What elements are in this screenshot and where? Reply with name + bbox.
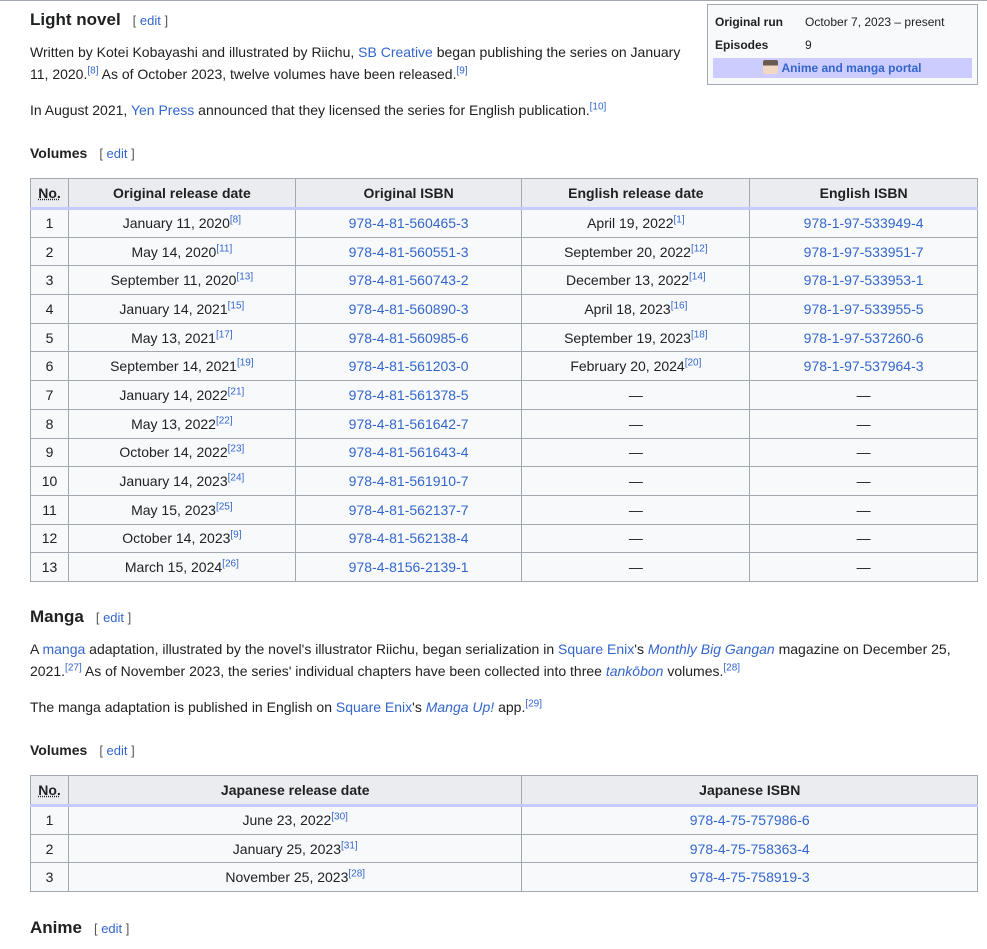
table-header-row bbox=[31, 776, 978, 806]
isbn-link[interactable]: 978-1-97-533953-1 bbox=[803, 272, 924, 289]
volume-number: 7 bbox=[45, 386, 54, 403]
light-novel-volumes-table bbox=[30, 178, 978, 582]
original-isbn-cell bbox=[295, 495, 522, 524]
isbn-link[interactable]: 978-1-97-533955-5 bbox=[803, 300, 924, 317]
edit-section: [ edit ] bbox=[99, 146, 135, 161]
volume-number-cell bbox=[31, 352, 69, 381]
release-date: January 14, 2022 bbox=[119, 386, 228, 403]
volume-number-cell bbox=[31, 524, 69, 553]
column-header-japanese-release-date[interactable]: Japanese release date bbox=[68, 776, 522, 806]
release-date: October 14, 2022 bbox=[119, 444, 228, 461]
isbn-link[interactable]: 978-4-81-561910-7 bbox=[348, 473, 469, 490]
link-sb-creative[interactable]: SB Creative bbox=[358, 44, 433, 60]
english-release-date-cell bbox=[522, 438, 750, 467]
original-isbn-cell bbox=[295, 553, 522, 582]
original-isbn-cell bbox=[295, 209, 522, 238]
volume-number-cell bbox=[31, 381, 69, 410]
volume-number-cell bbox=[31, 495, 69, 524]
english-release-date-cell bbox=[522, 467, 750, 496]
original-isbn-cell bbox=[295, 266, 522, 295]
heading-text: Manga bbox=[30, 607, 84, 626]
original-isbn-cell bbox=[295, 409, 522, 438]
original-release-date-cell bbox=[68, 352, 295, 381]
table-row bbox=[31, 295, 978, 324]
japanese-isbn-cell bbox=[522, 806, 978, 835]
isbn-link[interactable]: 978-4-75-757986-6 bbox=[689, 812, 810, 829]
volume-number-cell bbox=[31, 806, 69, 835]
english-isbn-cell bbox=[750, 553, 978, 582]
table-row bbox=[31, 806, 978, 835]
citation[interactable]: [20] bbox=[684, 357, 702, 369]
release-date: September 14, 2021 bbox=[110, 358, 237, 375]
table-row bbox=[31, 834, 978, 863]
infobox-value: October 7, 2023 – present bbox=[805, 14, 945, 29]
english-release-date-cell bbox=[522, 295, 750, 324]
original-isbn-cell bbox=[295, 323, 522, 352]
english-release-date-cell bbox=[522, 209, 750, 238]
isbn-link[interactable]: 978-4-81-561643-4 bbox=[348, 444, 469, 461]
citation[interactable]: [19] bbox=[236, 357, 254, 369]
text: Written by Kotei Kobayashi and illustrated by Riichu, bbox=[30, 44, 359, 60]
empty-value: — bbox=[856, 559, 871, 576]
english-isbn-cell bbox=[750, 237, 978, 266]
volume-number-cell bbox=[31, 467, 69, 496]
section-heading-anime bbox=[30, 918, 129, 938]
column-header-japanese-isbn[interactable]: Japanese ISBN bbox=[522, 776, 978, 806]
release-date: — bbox=[628, 501, 643, 518]
isbn-link[interactable]: 978-4-81-562138-4 bbox=[348, 530, 469, 547]
volume-number: 10 bbox=[41, 473, 58, 490]
japanese-release-date-cell bbox=[68, 806, 522, 835]
volume-number-cell bbox=[31, 409, 69, 438]
isbn-link[interactable]: 978-1-97-537964-3 bbox=[803, 358, 924, 375]
release-date: — bbox=[628, 444, 643, 461]
volume-number-cell bbox=[31, 863, 69, 892]
citation[interactable]: [1] bbox=[673, 214, 685, 226]
original-release-date-cell bbox=[68, 495, 295, 524]
volume-number: 1 bbox=[45, 812, 54, 829]
release-date: — bbox=[628, 415, 643, 432]
original-release-date-cell bbox=[68, 524, 295, 553]
release-date: September 11, 2020 bbox=[110, 272, 237, 289]
original-isbn-cell bbox=[295, 237, 522, 266]
original-isbn-cell bbox=[295, 438, 522, 467]
text: 's bbox=[634, 641, 648, 657]
heading-text: Anime bbox=[30, 918, 82, 937]
volume-number: 4 bbox=[45, 300, 54, 317]
release-date: April 18, 2023 bbox=[584, 300, 671, 317]
english-release-date-cell bbox=[522, 237, 750, 266]
volume-number: 6 bbox=[45, 358, 54, 375]
citation[interactable]: [23] bbox=[227, 443, 245, 455]
edit-link[interactable]: edit bbox=[103, 610, 125, 625]
manga-volumes-table bbox=[30, 775, 978, 892]
release-date: — bbox=[628, 473, 643, 490]
table-row bbox=[31, 467, 978, 496]
edit-link[interactable]: edit bbox=[101, 921, 123, 936]
citation[interactable]: [11] bbox=[216, 242, 233, 254]
citation[interactable]: [12] bbox=[690, 242, 708, 254]
release-date: January 14, 2021 bbox=[119, 300, 228, 317]
column-header-no[interactable]: No. bbox=[31, 776, 69, 806]
english-isbn-cell bbox=[750, 266, 978, 295]
infobox-value: 9 bbox=[805, 37, 812, 52]
citation[interactable]: [28] bbox=[348, 868, 366, 880]
citation[interactable]: [8] bbox=[229, 214, 241, 226]
english-release-date-cell bbox=[522, 495, 750, 524]
table-row bbox=[31, 209, 978, 238]
section-heading-manga bbox=[30, 607, 131, 627]
citation[interactable]: [30] bbox=[331, 811, 348, 823]
text: magazine on December 25, 2021. bbox=[30, 641, 951, 679]
citation[interactable]: [15] bbox=[227, 300, 245, 312]
release-date: — bbox=[628, 559, 643, 576]
empty-value: — bbox=[856, 473, 871, 490]
original-release-date-cell bbox=[68, 438, 295, 467]
subheading-volumes-manga bbox=[30, 742, 135, 758]
citation[interactable]: [21] bbox=[227, 386, 245, 398]
edit-link[interactable]: edit bbox=[139, 13, 161, 28]
release-date: May 13, 2021 bbox=[131, 329, 216, 346]
volume-number: 5 bbox=[45, 329, 54, 346]
release-date: January 11, 2020 bbox=[122, 215, 230, 232]
volume-number: 12 bbox=[41, 530, 58, 547]
paragraph-light-novel-license bbox=[30, 99, 690, 121]
release-date: — bbox=[628, 530, 643, 547]
release-date: October 14, 2023 bbox=[122, 530, 231, 547]
release-date: March 15, 2024 bbox=[124, 559, 223, 576]
english-isbn-cell bbox=[750, 524, 978, 553]
original-release-date-cell bbox=[68, 553, 295, 582]
japanese-isbn-cell bbox=[522, 863, 978, 892]
volume-number: 1 bbox=[45, 215, 54, 232]
link-square-enix[interactable]: Square Enix bbox=[335, 699, 413, 715]
empty-value: — bbox=[856, 386, 871, 403]
text: adaptation, illustrated by the novel's illustrator Riichu, began serialization in bbox=[85, 641, 558, 657]
edit-link[interactable]: edit bbox=[106, 146, 128, 161]
english-isbn-cell bbox=[750, 381, 978, 410]
text: app. bbox=[494, 699, 526, 715]
release-date: February 20, 2024 bbox=[570, 358, 685, 375]
release-date: May 14, 2020 bbox=[131, 243, 217, 260]
text: announced that they licensed the series for English publication. bbox=[194, 102, 590, 118]
original-release-date-cell bbox=[68, 381, 295, 410]
column-header-original-release-date[interactable]: Original release date bbox=[68, 179, 295, 209]
citation[interactable]: [26] bbox=[222, 558, 239, 570]
citation[interactable]: [27] bbox=[65, 662, 82, 674]
text: In August 2021, bbox=[30, 102, 131, 118]
citation[interactable]: [13] bbox=[236, 271, 254, 283]
isbn-link[interactable]: 978-1-97-537260-6 bbox=[803, 329, 924, 346]
volume-number-cell bbox=[31, 295, 69, 324]
original-isbn-cell bbox=[295, 524, 522, 553]
volume-number: 8 bbox=[45, 415, 54, 432]
japanese-release-date-cell bbox=[68, 863, 522, 892]
column-header-english-isbn[interactable]: English ISBN bbox=[750, 179, 978, 209]
release-date: January 25, 2023 bbox=[232, 840, 341, 857]
edit-link[interactable]: edit bbox=[106, 743, 128, 758]
original-isbn-cell bbox=[295, 381, 522, 410]
english-isbn-cell bbox=[750, 409, 978, 438]
isbn-link[interactable]: 978-4-81-562137-7 bbox=[348, 501, 469, 518]
link-manga-up[interactable]: Manga Up! bbox=[425, 699, 495, 715]
citation[interactable]: [29] bbox=[525, 698, 543, 710]
english-release-date-cell bbox=[522, 409, 750, 438]
citation[interactable]: [25] bbox=[215, 501, 233, 513]
volume-number-cell bbox=[31, 209, 69, 238]
citation[interactable]: [18] bbox=[690, 328, 708, 340]
table-row bbox=[31, 438, 978, 467]
table-header-row bbox=[31, 179, 978, 209]
isbn-link[interactable]: 978-4-8156-2139-1 bbox=[348, 559, 469, 576]
volume-number: 3 bbox=[45, 272, 54, 289]
link-tankobon[interactable]: tankōbon bbox=[605, 663, 664, 679]
citation[interactable]: [22] bbox=[215, 415, 233, 426]
release-date: April 19, 2022 bbox=[587, 215, 674, 232]
citation[interactable]: [9] bbox=[230, 529, 242, 541]
volume-number: 9 bbox=[45, 444, 54, 461]
table-row bbox=[31, 237, 978, 266]
isbn-link[interactable]: 978-4-81-561378-5 bbox=[348, 386, 469, 403]
release-date: May 15, 2023 bbox=[131, 501, 216, 518]
release-date: January 14, 2023 bbox=[119, 473, 228, 490]
isbn-link[interactable]: 978-4-81-560890-3 bbox=[348, 300, 469, 317]
paragraph-manga-english bbox=[30, 696, 970, 718]
original-release-date-cell bbox=[68, 295, 295, 324]
paragraph-light-novel-intro bbox=[30, 41, 690, 85]
infobox-label: Original run bbox=[715, 14, 784, 29]
infobox-row-episodes bbox=[713, 33, 972, 56]
link-yen-press[interactable]: Yen Press bbox=[130, 102, 195, 118]
heading-text: Volumes bbox=[30, 742, 88, 758]
original-isbn-cell bbox=[295, 295, 522, 324]
edit-section: [ edit ] bbox=[99, 743, 135, 758]
isbn-link[interactable]: 978-4-81-560465-3 bbox=[348, 215, 469, 232]
link-square-enix[interactable]: Square Enix bbox=[558, 641, 635, 657]
english-release-date-cell bbox=[522, 381, 750, 410]
column-header-english-release-date[interactable]: English release date bbox=[522, 179, 750, 209]
table-row bbox=[31, 323, 978, 352]
infobox bbox=[707, 4, 978, 85]
release-date: December 13, 2022 bbox=[566, 272, 689, 289]
edit-section: [ edit ] bbox=[93, 921, 130, 936]
english-isbn-cell bbox=[750, 209, 978, 238]
isbn-link[interactable]: 978-4-75-758919-3 bbox=[689, 869, 810, 886]
isbn-link[interactable]: 978-4-81-561642-7 bbox=[348, 415, 469, 432]
link-manga[interactable]: manga bbox=[42, 641, 86, 657]
citation[interactable]: [10] bbox=[589, 101, 607, 113]
text: The manga adaptation is published in English on bbox=[30, 699, 336, 715]
citation[interactable]: [9] bbox=[456, 65, 468, 77]
english-release-date-cell bbox=[522, 352, 750, 381]
top-divider bbox=[0, 0, 987, 1]
isbn-link[interactable]: 978-1-97-533951-7 bbox=[803, 243, 924, 260]
portal-link[interactable] bbox=[713, 58, 972, 78]
empty-value: — bbox=[856, 444, 871, 461]
text: As of October 2023, twelve volumes have been released. bbox=[98, 66, 457, 82]
text: began publishing the series on January 11, 2020. bbox=[30, 44, 681, 82]
text: As of November 2023, the series' individual chapters have been collected into three bbox=[81, 663, 606, 679]
table-row bbox=[31, 381, 978, 410]
release-date: May 13, 2022 bbox=[131, 415, 216, 432]
table-row bbox=[31, 352, 978, 381]
citation[interactable]: [28] bbox=[723, 662, 741, 674]
citation[interactable]: [14] bbox=[689, 271, 706, 283]
volume-number: 2 bbox=[45, 840, 54, 857]
column-header-original-isbn[interactable]: Original ISBN bbox=[295, 179, 522, 209]
table-row bbox=[31, 863, 978, 892]
original-release-date-cell bbox=[68, 266, 295, 295]
original-release-date-cell bbox=[68, 209, 295, 238]
english-release-date-cell bbox=[522, 323, 750, 352]
table-row bbox=[31, 524, 978, 553]
volume-number: 3 bbox=[45, 869, 54, 886]
text: 's bbox=[412, 699, 426, 715]
portal-link-label[interactable]: Anime and manga portal bbox=[781, 61, 922, 75]
english-release-date-cell bbox=[522, 524, 750, 553]
isbn-link[interactable]: 978-1-97-533949-4 bbox=[803, 215, 924, 232]
citation[interactable]: [31] bbox=[340, 839, 358, 851]
original-release-date-cell bbox=[68, 409, 295, 438]
volume-number-cell bbox=[31, 266, 69, 295]
heading-text: Volumes bbox=[30, 145, 88, 161]
volume-number-cell bbox=[31, 834, 69, 863]
isbn-link[interactable]: 978-4-81-560985-6 bbox=[348, 329, 469, 346]
volume-number-cell bbox=[31, 553, 69, 582]
original-isbn-cell bbox=[295, 467, 522, 496]
table-row bbox=[31, 266, 978, 295]
isbn-link[interactable]: 978-4-81-561203-0 bbox=[348, 358, 469, 375]
empty-value: — bbox=[856, 501, 871, 518]
volume-number: 11 bbox=[42, 501, 57, 518]
column-header-no[interactable]: No. bbox=[31, 179, 69, 209]
english-isbn-cell bbox=[750, 495, 978, 524]
citation[interactable]: [24] bbox=[227, 472, 245, 484]
edit-section: [ edit ] bbox=[95, 610, 132, 625]
citation[interactable]: [8] bbox=[87, 65, 99, 77]
anime-portal-icon bbox=[763, 60, 778, 74]
release-date: September 19, 2023 bbox=[564, 329, 691, 346]
release-date: September 20, 2022 bbox=[564, 243, 691, 260]
empty-value: — bbox=[856, 530, 871, 547]
text: A bbox=[30, 641, 43, 657]
release-date: — bbox=[628, 386, 643, 403]
japanese-release-date-cell bbox=[68, 834, 522, 863]
volume-number-cell bbox=[31, 237, 69, 266]
paragraph-manga-intro bbox=[30, 638, 970, 682]
empty-value: — bbox=[856, 415, 871, 432]
english-isbn-cell bbox=[750, 323, 978, 352]
original-isbn-cell bbox=[295, 352, 522, 381]
release-date: November 25, 2023 bbox=[225, 869, 349, 886]
infobox-row-original-run bbox=[713, 10, 972, 33]
english-release-date-cell bbox=[522, 553, 750, 582]
subheading-volumes-light-novel bbox=[30, 145, 135, 161]
english-isbn-cell bbox=[750, 295, 978, 324]
english-isbn-cell bbox=[750, 438, 978, 467]
table-row bbox=[31, 495, 978, 524]
isbn-link[interactable]: 978-4-75-758363-4 bbox=[689, 840, 810, 857]
citation[interactable]: [17] bbox=[215, 328, 233, 340]
original-release-date-cell bbox=[68, 467, 295, 496]
volume-number-cell bbox=[31, 323, 69, 352]
english-isbn-cell bbox=[750, 352, 978, 381]
heading-text: Light novel bbox=[30, 10, 121, 29]
link-monthly-big-gangan[interactable]: Monthly Big Gangan bbox=[647, 641, 775, 657]
citation[interactable]: [16] bbox=[670, 300, 688, 312]
volume-number: 13 bbox=[41, 559, 58, 576]
japanese-isbn-cell bbox=[522, 834, 978, 863]
table-row bbox=[31, 409, 978, 438]
original-release-date-cell bbox=[68, 237, 295, 266]
section-heading-light-novel bbox=[30, 10, 168, 30]
isbn-link[interactable]: 978-4-81-560743-2 bbox=[348, 272, 469, 289]
volume-number-cell bbox=[31, 438, 69, 467]
english-isbn-cell bbox=[750, 467, 978, 496]
english-release-date-cell bbox=[522, 266, 750, 295]
original-release-date-cell bbox=[68, 323, 295, 352]
isbn-link[interactable]: 978-4-81-560551-3 bbox=[348, 243, 469, 260]
release-date: June 23, 2022 bbox=[242, 812, 332, 829]
volume-number: 2 bbox=[45, 243, 54, 260]
text: volumes. bbox=[663, 663, 724, 679]
edit-section: [ edit ] bbox=[132, 13, 169, 28]
table-row bbox=[31, 553, 978, 582]
infobox-label: Episodes bbox=[715, 37, 769, 52]
